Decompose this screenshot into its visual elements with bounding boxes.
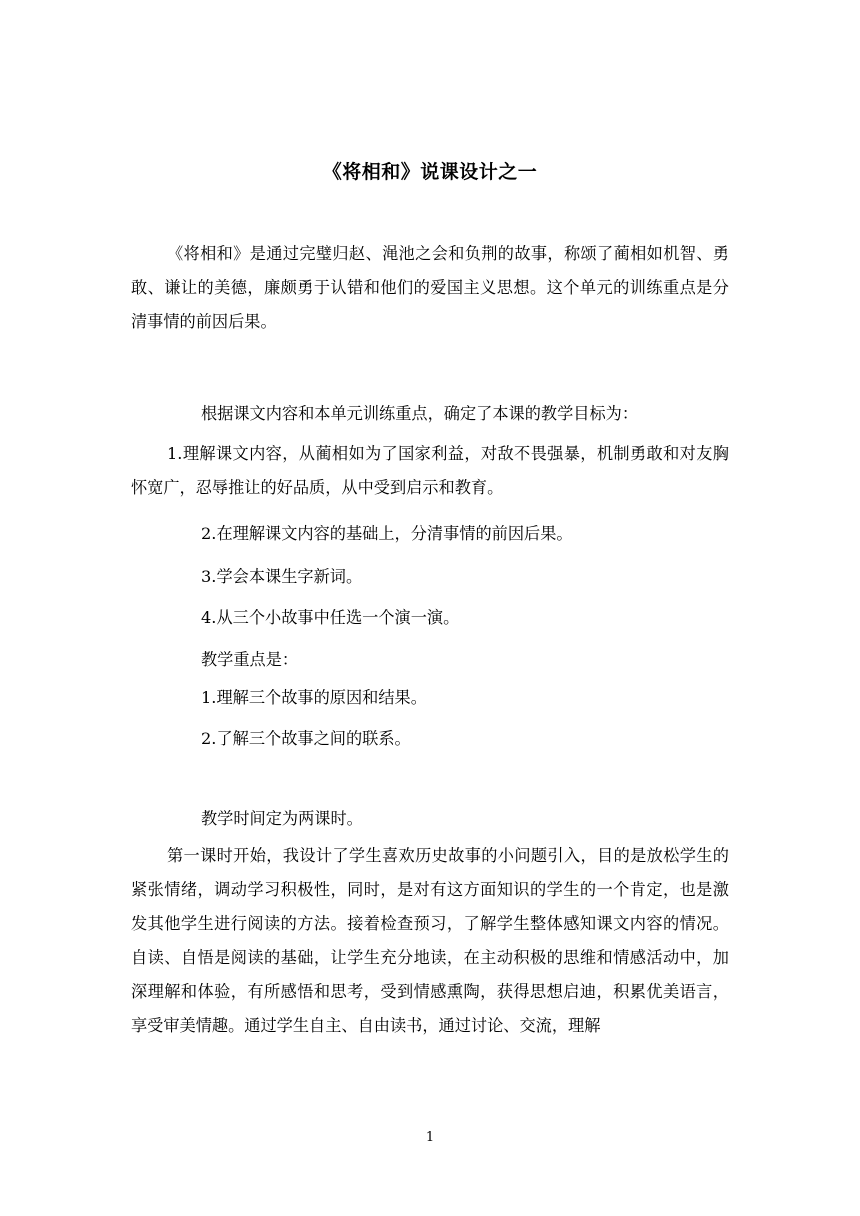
key-points-label: 教学重点是： xyxy=(201,650,299,669)
goal-1-paragraph: 1.理解课文内容，从蔺相如为了国家利益，对敌不畏强暴，机制勇敢和对友胸怀宽广，忍辱推让的好品质，从中受到启示和教育。 xyxy=(131,444,729,497)
goal-4-text: 4.从三个小故事中任选一个演一演。 xyxy=(201,608,460,627)
key-point-2-text: 2.了解三个故事之间的联系。 xyxy=(201,729,411,748)
goal-2-text: 2.在理解课文内容的基础上，分清事情的前因后果。 xyxy=(201,524,573,543)
intro-paragraph: 《将相和》是通过完璧归赵、渑池之会和负荆的故事，称颂了蔺相如机智、勇敢、谦让的美德，廉颇勇于认错和他们的爱国主义思想。这个单元的训练重点是分清事情的前因后果。 xyxy=(131,244,729,331)
first-lesson-paragraph: 第一课时开始，我设计了学生喜欢历史故事的小问题引入，目的是放松学生的紧张情绪，调动学习积极性，同时，是对有这方面知识的学生的一个肯定，也是激发其他学生进行阅读的方法。接着检查预习，了解学生整体感知课文内容的情况。自读、自悟是阅读的基础，让学生充分地读，在主动积极的思维和情感活动中，加深理解和体验，有所感悟和思考，受到情感熏陶，获得思想启迪，积累优美语言，享受审美情趣。通过学生自主、自由读书，通过讨论、交流，理解 xyxy=(131,846,729,1035)
time-note-text: 教学时间定为两课时。 xyxy=(201,809,363,828)
goal-3-text: 3.学会本课生字新词。 xyxy=(201,567,363,586)
goals-intro-text: 根据课文内容和本单元训练重点，确定了本课的教学目标为： xyxy=(201,404,639,423)
document-title: 《将相和》说课设计之一 xyxy=(322,161,538,183)
page-number: 1 xyxy=(425,1130,435,1145)
key-point-1-text: 1.理解三个故事的原因和结果。 xyxy=(201,688,427,707)
